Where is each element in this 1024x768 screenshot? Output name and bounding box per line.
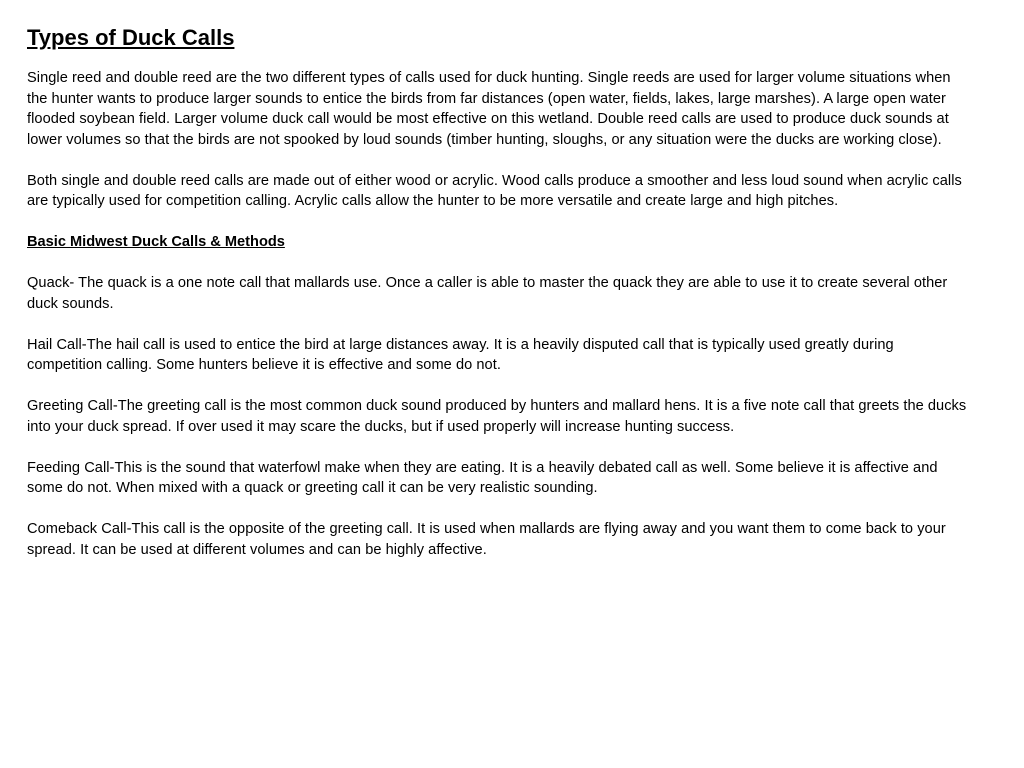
method-quack: Quack- The quack is a one note call that mallards use. Once a caller is able to master the quack they are able to use it to create several other duck sounds. bbox=[27, 275, 948, 312]
intro-paragraph-materials: Both single and double reed calls are made out of either wood or acrylic. Wood calls produce a smoother and less loud sound when acrylic calls are typically used for competition calling. Acrylic calls allow the hunter to be more versatile and create large and high pitches. bbox=[27, 172, 962, 209]
method-comeback-call: Comeback Call-This call is the opposite of the greeting call. It is used when mallards are flying away and you want them to come back to your spread. It can be used at different volumes and can be highly affective. bbox=[27, 521, 946, 558]
method-greeting-call: Greeting Call-The greeting call is the most common duck sound produced by hunters and mallard hens. It is a five note call that greets the ducks into your duck spread. If over used it may scare the ducks, but if used properly will increase hunting success. bbox=[27, 398, 967, 435]
method-feeding-call: Feeding Call-This is the sound that waterfowl make when they are eating. It is a heavily debated call as well. Some believe it is affective and some do not. When mixed with a quack or greeting call it can be very realistic sounding. bbox=[27, 459, 938, 496]
intro-paragraph-reed-types: Single reed and double reed are the two different types of calls used for duck hunting. Single reeds are used for larger volume situations when the hunter wants to produce larger sounds to entice the birds from far distances (open water, fields, lakes, large marshes). A large open water flooded soybean field. Larger volume duck call would be most effective on this wetland. Double reed calls are used to produce duck sounds at lower volumes so that the birds are not spooked by loud sounds (timber hunting, sloughs, or any situation were the ducks are working close). bbox=[27, 70, 951, 148]
section-heading: Basic Midwest Duck Calls & Methods bbox=[27, 234, 285, 250]
page-title: Types of Duck Calls bbox=[27, 25, 235, 50]
method-hail-call: Hail Call-The hail call is used to entice the bird at large distances away. It is a heavily disputed call that is typically used greatly during competition calling. Some hunters believe it is effective and some do not. bbox=[27, 336, 894, 373]
slide-content bbox=[27, 24, 967, 581]
